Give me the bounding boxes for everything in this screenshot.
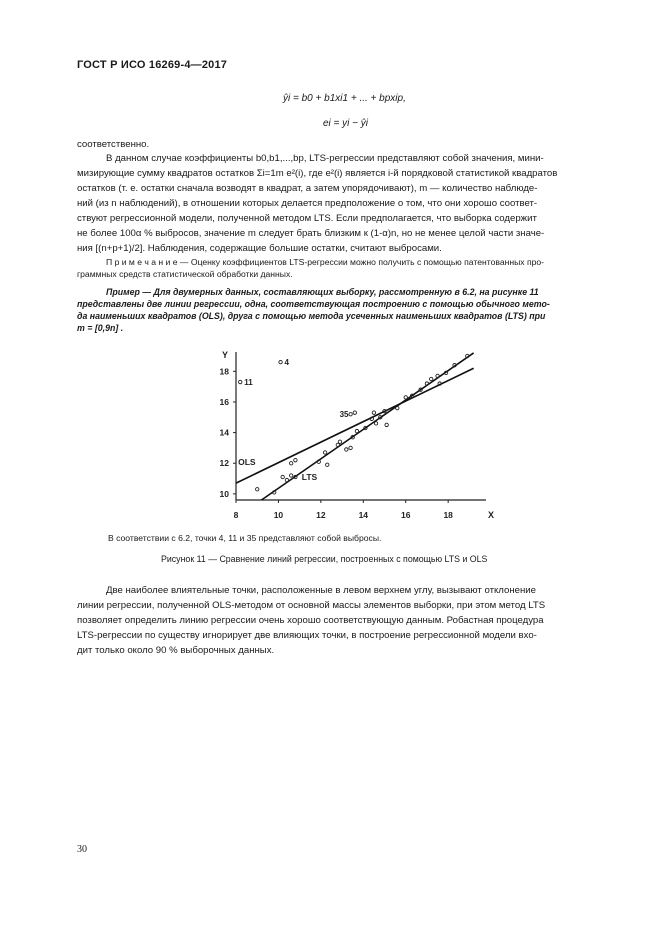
- y-tick-label: 14: [219, 427, 229, 438]
- data-point: [404, 396, 407, 399]
- example-line: m = [0,9n] .: [77, 323, 124, 333]
- data-point: [355, 429, 358, 432]
- data-point: [239, 380, 242, 383]
- outlier-label: 11: [244, 378, 253, 388]
- data-point: [385, 423, 388, 426]
- example-line: да наименьших квадратов (OLS), друга с помощью метода усеченных наименьших квадратов (LTS) при: [77, 311, 546, 321]
- document-header: ГОСТ Р ИСО 16269-4—2017: [77, 59, 228, 71]
- ols-regression-line: [236, 368, 474, 483]
- text-line: Две наиболее влиятельные точки, расположенные в левом верхнем углу, вызывают отклонение: [106, 585, 536, 596]
- paragraph-lts-definition: [77, 151, 597, 256]
- text-line: соответственно.: [77, 139, 150, 150]
- text-line: В данном случае коэффициенты b0,b1,...,bp, LTS-регрессии представляют собой значения, мини-: [106, 153, 544, 164]
- text-line: ствуют регрессионной модели, полученной методом LTS. Если предполагается, что выборка содержит: [77, 213, 537, 224]
- x-tick-label: 18: [443, 510, 453, 520]
- text-line: ния [(n+p+1)/2]. Наблюдения, содержащие большие остатки, считают выбросами.: [77, 243, 442, 254]
- data-point: [349, 413, 352, 416]
- text-line: LTS-регрессии по существу игнорирует две влияющих точки, в построение регрессионной модели вхо-: [77, 630, 537, 641]
- lts-line-label: LTS: [301, 472, 318, 483]
- text-line: не более 100α % выбросов, значение m следует брать близким к (1-α)n, но не менее целой части значе-: [77, 228, 545, 239]
- formula-residual: ei = yi − ŷi: [323, 118, 369, 129]
- y-tick-label: 12: [219, 458, 229, 469]
- chart-labels: [220, 350, 494, 520]
- figure-caption: Рисунок 11 — Сравнение линий регрессии, построенных с помощью LTS и OLS: [161, 554, 488, 564]
- data-point: [281, 475, 284, 478]
- data-point: [285, 478, 288, 481]
- x-tick-label: 8: [233, 510, 239, 520]
- paragraph-conclusion: [77, 583, 597, 658]
- data-point: [396, 406, 399, 409]
- text-line: остатков (т. е. остатки сначала возводят в квадрат, а затем упорядочивают), m — количество наблюде-: [77, 183, 538, 194]
- formula-predicted: ŷi = b0 + b1xi1 + ... + bpxip,: [283, 93, 406, 104]
- note-line: П р и м е ч а н и е — Оценку коэффициентов LTS-регрессии можно получить с помощью патентованных про-: [106, 257, 545, 267]
- note-line: граммных средств статистической обработки данных.: [77, 269, 293, 279]
- data-point: [289, 474, 292, 477]
- ols-line-label: OLS: [238, 456, 256, 467]
- data-point: [374, 422, 377, 425]
- x-tick-label: 14: [358, 510, 369, 520]
- page-number: 30: [77, 844, 87, 855]
- data-point: [349, 446, 352, 449]
- x-tick-label: 10: [273, 510, 284, 520]
- data-point: [326, 463, 329, 466]
- text-line: мизирующие сумму квадратов остатков Σi=1m e²(i), где e²(i) является i-й порядковой статистикой квадратов: [77, 168, 558, 179]
- y-tick-label: 16: [219, 396, 229, 407]
- regression-chart: [210, 348, 500, 523]
- data-point: [323, 451, 326, 454]
- y-axis-label: Y: [222, 350, 229, 360]
- example-line: представлены две линии регрессии, одна, соответствующая построению с помощью обычного мето-: [77, 299, 550, 309]
- data-point: [338, 440, 341, 443]
- outlier-note: В соответствии с 6.2, точки 4, 11 и 35 представляют собой выбросы.: [108, 533, 382, 543]
- x-axis-label: X: [488, 510, 495, 520]
- data-points: [239, 354, 469, 494]
- text-line: линии регрессии, полученной OLS-методом от основной массы элементов выборки, при этом метод LTS: [77, 600, 546, 611]
- y-tick-label: 10: [219, 488, 229, 499]
- text-line: ний (из n наблюдений), в отношении которых делается предположение о том, что они хорошо соответ-: [77, 198, 538, 209]
- data-point: [256, 488, 259, 491]
- data-point: [345, 448, 348, 451]
- y-tick-label: 18: [219, 366, 229, 377]
- chart-axes: [233, 352, 486, 503]
- data-point: [294, 458, 297, 461]
- text-line: позволяет определить линию регрессии очень хорошо соответствующую данным. Робастная процедура: [77, 615, 544, 626]
- x-tick-label: 16: [401, 510, 411, 520]
- outlier-label: 4: [284, 358, 290, 368]
- outlier-label: 35: [339, 410, 349, 420]
- data-point: [430, 377, 433, 380]
- data-point: [353, 411, 356, 414]
- x-tick-label: 12: [316, 510, 326, 520]
- example-line: Пример — Для двумерных данных, составляющих выборку, рассмотренную в 6.2, на рисунке 11: [106, 287, 539, 297]
- regression-lines: [236, 353, 474, 500]
- text-line: дит только около 90 % выборочных данных.: [77, 645, 275, 656]
- data-point: [372, 411, 375, 414]
- note-block: [77, 256, 597, 280]
- data-point: [279, 360, 282, 363]
- example-block: [77, 286, 597, 334]
- lts-regression-line: [261, 353, 473, 500]
- data-point: [289, 462, 292, 465]
